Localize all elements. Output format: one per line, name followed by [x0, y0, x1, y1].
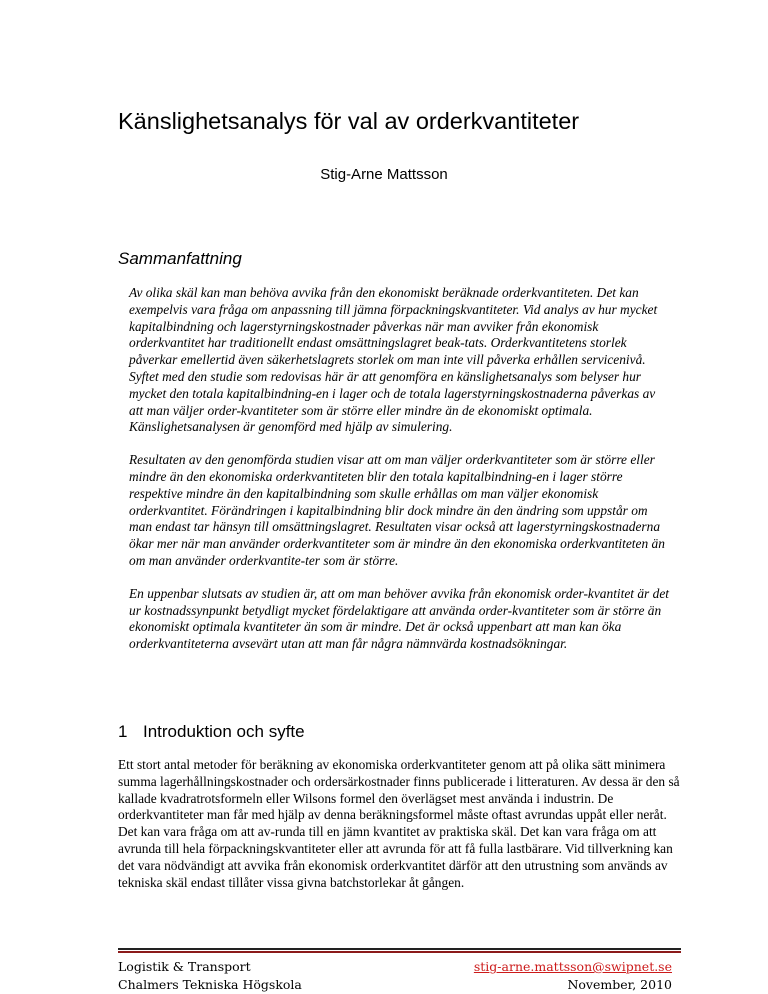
footer-email-link[interactable]: stig-arne.mattsson@swipnet.se	[473, 959, 672, 974]
section-number: 1	[118, 722, 128, 741]
abstract-paragraph-3: En uppenbar slutsats av studien är, att om man behöver avvika från ekonomisk order-kvantitet är det ur kostnadssynpunkt betydligt mycket fördelaktigare att använda order-kvantiteter som är större än ekonomiskt optimala kvantiteter än som är mindre. Det är också uppenbart att man kan öka orderkvantiteterna avsevärt utan att man får några nämnvärda kostnadsökningar.	[129, 585, 669, 652]
section-paragraph: Ett stort antal metoder för beräkning av ekonomiska orderkvantiteter genom att på olika sätt minimera summa lagerhållningskostnader och ordersärkostnader finns publicerade i litteraturen. Av dessa är den så kallade kvadratrotsformeln eller Wilsons formel den överlägset mest använda i industrin. De orderkvantiteter man får med hjälp av denna beräkningsformel måste oftast avrundas uppåt eller neråt. Det kan vara fråga om att av-runda till en jämn kvantitet av praktiska skäl. Det kan vara fråga om att avrunda till hela förpackningskvantiteter eller att avrunda för att få fulla lastbärare. Vid tillverkning kan det vara nödvändigt att avvika från ekonomisk orderkvantitet därför att den utrustning som används av tekniska skäl endast tillåter vissa givna batchstorlekar åt gången.	[118, 757, 680, 890]
footer-right	[474, 958, 672, 994]
section-body	[118, 757, 688, 891]
abstract-heading: Sammanfattning	[118, 249, 242, 268]
footer-date: November, 2010	[567, 977, 672, 992]
document-title: Känslighetsanalys för val av orderkvantiteter	[118, 108, 580, 134]
abstract-body	[129, 285, 669, 669]
footer-university: Chalmers Tekniska Högskola	[118, 977, 302, 992]
footer-department: Logistik & Transport	[118, 959, 251, 974]
abstract-paragraph-2: Resultaten av den genomförda studien visar att om man väljer orderkvantiteter som är större eller mindre än den ekonomiska orderkvantiteten blir den totala kapitalbindning-en i lager större respektive mindre än den kapitalbindning som skulle erhållas om man väljer ekonomisk orderkvantitet. Förändringen i kapitalbindning blir dock mindre än den ändring som uppstår om man endast tar hänsyn till omsättningslagret. Resultaten visar också att lagerstyrningskostnaderna ökar mer när man använder orderkvantiteter som är mindre än den ekonomiska orderkvantiteten än om man använder orderkvantite-ter som är större.	[129, 452, 665, 568]
footer-rule-dark	[118, 948, 681, 950]
footer-rule-red	[118, 951, 681, 953]
section-heading	[118, 722, 305, 742]
footer-left	[118, 958, 302, 994]
author-name: Stig-Arne Mattsson	[320, 166, 448, 183]
section-title: Introduktion och syfte	[143, 722, 305, 741]
abstract-paragraph-1: Av olika skäl kan man behöva avvika från den ekonomiskt beräknade orderkvantiteten. Det kan exempelvis vara fråga om anpassning till jämna förpackningskvantiteter. Vid analys av hur mycket kapitalbindning och lagerstyrningskostnader påverkas när man avviker från ekonomisk orderkvantitet har traditionellt endast omsättningslagret beak-tats. Orderkvantitetens storlek påverkar emellertid även säkerhetslagrets storlek om man inte vill påverka erhållen servicenivå. Syftet med den studie som redovisas här är att genomföra en känslighetsanalys som belyser hur mycket den totala kapitalbindning-en i lager och de totala lagerstyrningskostnaderna påverkas av att man väljer order-kvantiteter som är större eller mindre än de ekonomiskt optimala. Känslighetsanalysen är genomförd med hjälp av simulering.	[129, 285, 658, 435]
